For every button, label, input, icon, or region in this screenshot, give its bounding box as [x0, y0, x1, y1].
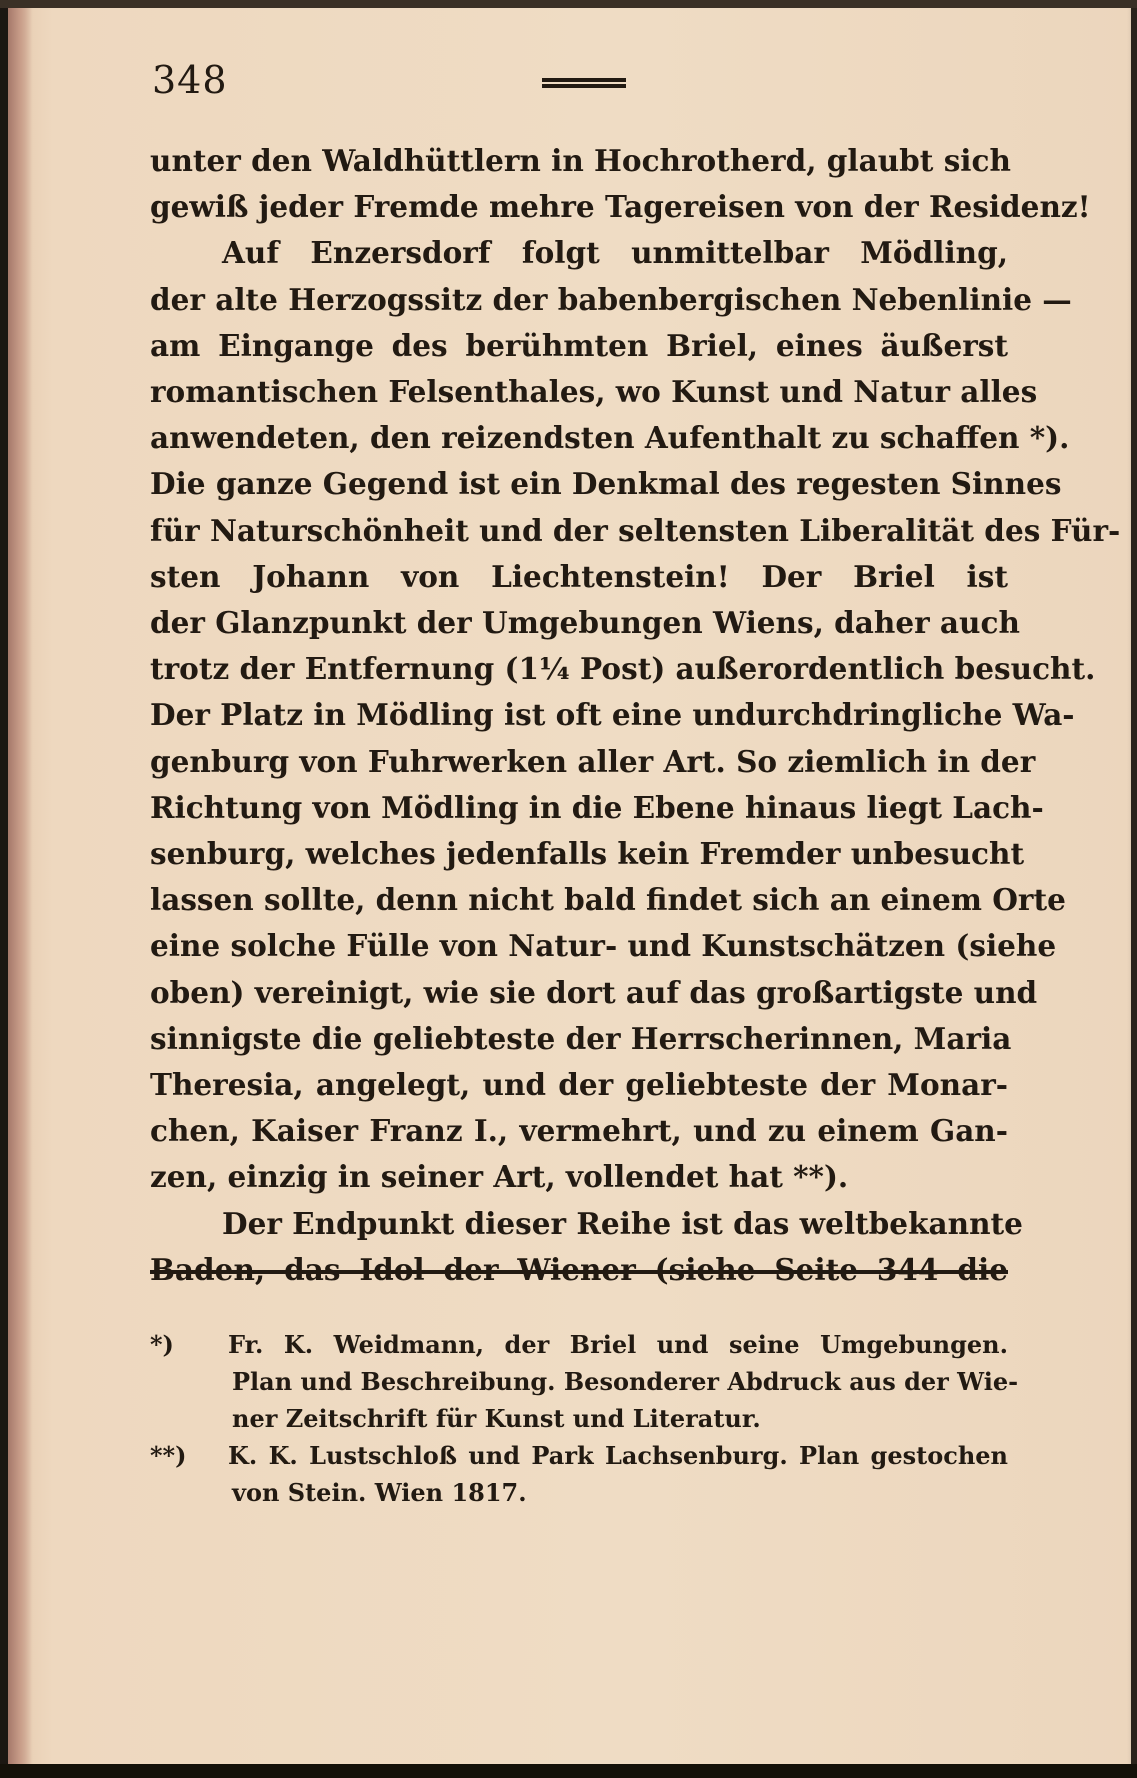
page-number: 348 [152, 58, 228, 102]
scan-border-bottom [0, 1764, 1137, 1778]
footnote-rule [150, 1270, 1008, 1274]
body-line: am Eingange des berühmten Briel, eines äußerst [150, 327, 1008, 363]
body-line: sten Johann von Liechtenstein! Der Briel ist [150, 558, 1008, 594]
body-line: lassen sollte, denn nicht bald findet sich an einem Orte [150, 882, 1066, 918]
body-line: der alte Herzogssitz der babenbergischen Nebenlinie — [150, 281, 1072, 317]
footnote-line [150, 1326, 1008, 1363]
footnote-mark: **) [150, 1441, 187, 1470]
page-gutter-shadow [8, 0, 32, 1778]
footnote [150, 1437, 1008, 1511]
body-line: trotz der Entfernung (1¼ Post) außerordentlich besucht. [150, 651, 1096, 687]
footnote-mark: *) [150, 1330, 174, 1359]
footnote-line: Plan und Beschreibung. Besonderer Abdruck aus der Wie- [232, 1367, 1019, 1396]
body-line: anwendeten, den reizendsten Aufenthalt zu schaffen *). [150, 420, 1070, 456]
body-line: gewiß jeder Fremde mehre Tagereisen von der Residenz! [150, 189, 1091, 225]
footnote-line: von Stein. Wien 1817. [232, 1478, 527, 1507]
body-line: Der Platz in Mödling ist oft eine undurchdringliche Wa- [150, 697, 1075, 733]
footnote-text: Fr. K. Weidmann, der Briel und seine Umgebungen. [228, 1330, 1008, 1359]
body-line: Theresia, angelegt, und der geliebteste der Monar- [150, 1067, 1008, 1103]
body-line: genburg von Fuhrwerken aller Art. So ziemlich in der [150, 743, 1036, 779]
body-line: Die ganze Gegend ist ein Denkmal des regesten Sinnes [150, 466, 1062, 502]
body-line: senburg, welches jedenfalls kein Fremder unbesucht [150, 836, 1025, 872]
body-line: Baden, das Idol der Wiener (siehe Seite 344 die [150, 1251, 1008, 1287]
page-edge-right [1131, 0, 1137, 1778]
body-line: für Naturschönheit und der seltensten Liberalität des Für- [150, 512, 1121, 548]
body-line: Auf Enzersdorf folgt unmittelbar Mödling, [222, 235, 1008, 271]
body-line: Der Endpunkt dieser Reihe ist das weltbekannte [222, 1205, 1023, 1241]
body-line: unter den Waldhüttlern in Hochrotherd, glaubt sich [150, 143, 1011, 178]
footnote-line [150, 1437, 1008, 1474]
body-line: romantischen Felsenthales, wo Kunst und Natur alles [150, 374, 1038, 410]
header-double-rule [542, 78, 626, 88]
body-line: der Glanzpunkt der Umgebungen Wiens, daher auch [150, 605, 1020, 641]
body-line: chen, Kaiser Franz I., vermehrt, und zu einem Gan- [150, 1113, 1008, 1149]
footnote [150, 1326, 1019, 1437]
footnote-line: ner Zeitschrift für Kunst und Literatur. [232, 1404, 761, 1433]
body-line: eine solche Fülle von Natur- und Kunstschätzen (siehe [150, 928, 1057, 964]
body-text [150, 138, 1121, 1293]
body-line: sinnigste die geliebteste der Herrscherinnen, Maria [150, 1020, 1012, 1056]
footnote-text: K. K. Lustschloß und Park Lachsenburg. Plan gestochen [228, 1441, 1008, 1470]
body-line: Richtung von Mödling in die Ebene hinaus liegt Lach- [150, 789, 1044, 825]
body-line: zen, einzig in seiner Art, vollendet hat **). [150, 1159, 849, 1195]
scan-border-top [0, 0, 1137, 8]
body-line: oben) vereinigt, wie sie dort auf das großartigste und [150, 974, 1038, 1010]
footnotes [150, 1326, 1019, 1511]
